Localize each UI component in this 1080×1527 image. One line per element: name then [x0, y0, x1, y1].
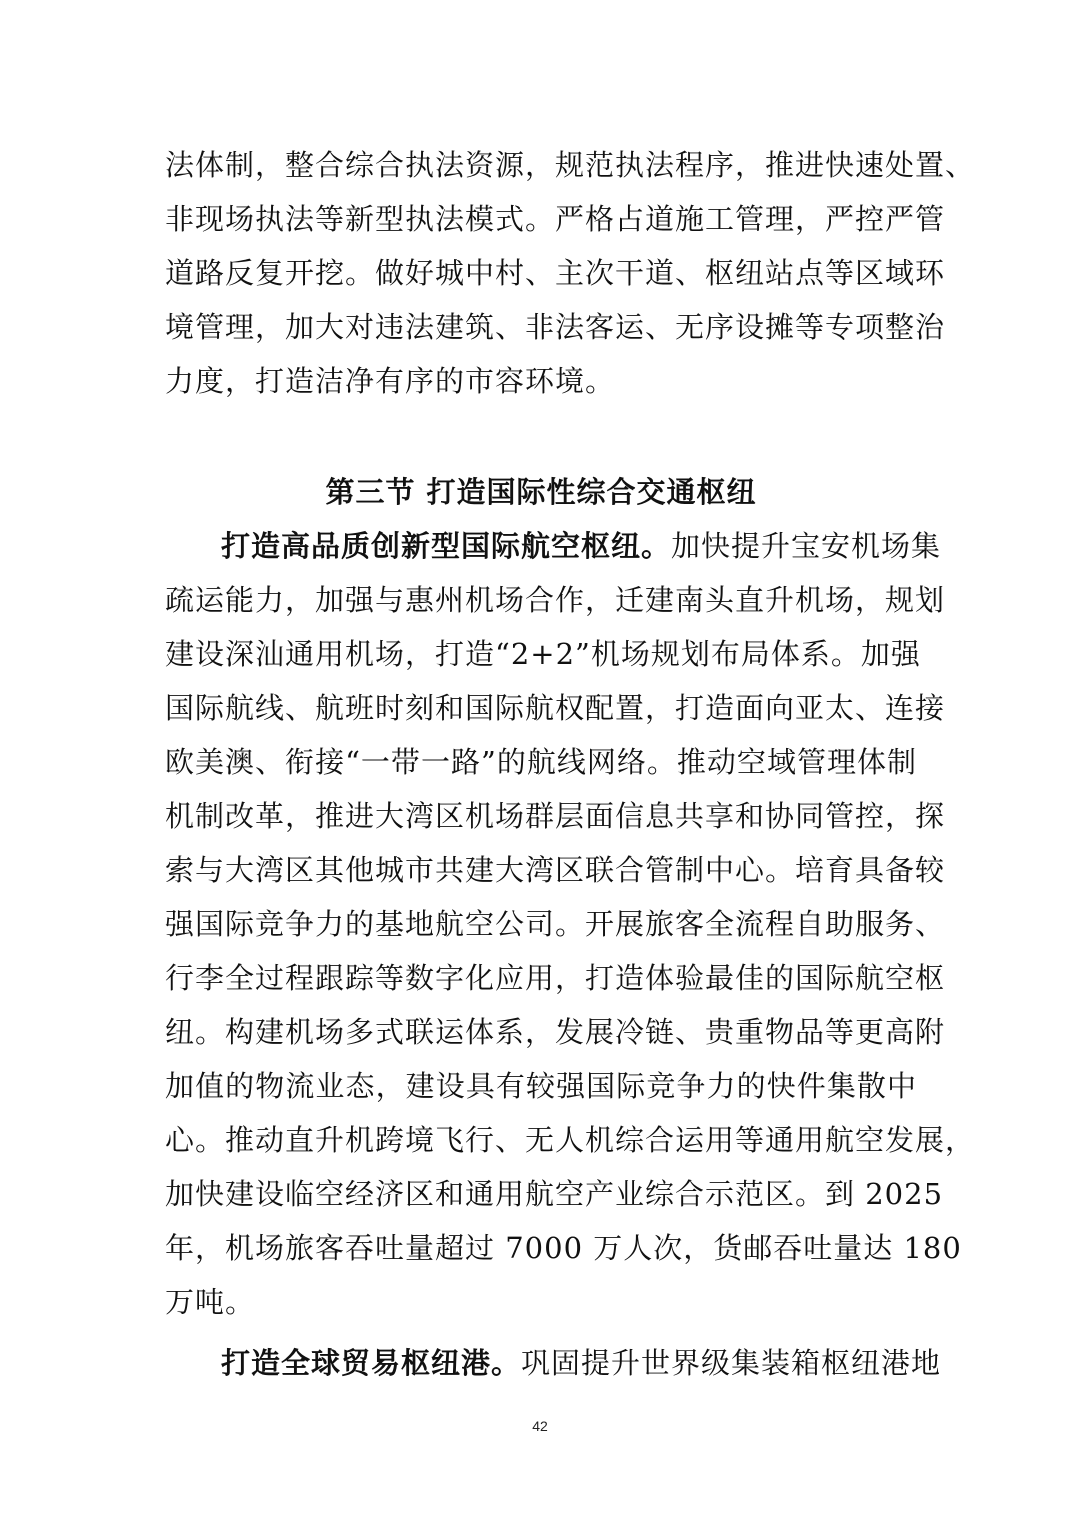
paragraph-first-line	[221, 519, 942, 573]
paragraph-lead: 打造高品质创新型国际航空枢纽。	[221, 529, 672, 563]
paragraph-line: 法体制，整合综合执法资源，规范执法程序，推进快速处置、	[165, 148, 976, 182]
paragraph-line: 境管理，加大对违法建筑、非法客运、无序设摊等专项整治	[165, 310, 946, 344]
paragraph-line: 行李全过程跟踪等数字化应用，打造体验最佳的国际航空枢	[165, 961, 946, 995]
paragraph-line: 万吨。	[165, 1285, 256, 1319]
paragraph-line: 国际航线、航班时刻和国际航权配置，打造面向亚太、连接	[165, 691, 946, 725]
paragraph-line: 强国际竞争力的基地航空公司。开展旅客全流程自助服务、	[165, 907, 946, 941]
paragraph-text: 加快提升宝安机场集	[671, 529, 942, 563]
paragraph-line: 加值的物流业态，建设具有较强国际竞争力的快件集散中	[165, 1069, 917, 1103]
paragraph-line: 疏运能力，加强与惠州机场合作，迁建南头直升机场，规划	[165, 583, 946, 617]
paragraph-line: 非现场执法等新型执法模式。严格占道施工管理，严控严管	[165, 202, 946, 236]
section-heading: 第三节 打造国际性综合交通枢纽	[325, 475, 757, 509]
paragraph-line: 力度，打造洁净有序的市容环境。	[165, 364, 616, 398]
paragraph-lead: 打造全球贸易枢纽港。	[221, 1346, 522, 1380]
paragraph-line: 建设深汕通用机场，打造“2+2”机场规划布局体系。加强	[165, 637, 921, 671]
paragraph-line: 道路反复开挖。做好城中村、主次干道、枢纽站点等区域环	[165, 256, 946, 290]
page-number: 42	[532, 1418, 548, 1434]
paragraph-line: 纽。构建机场多式联运体系，发展冷链、贵重物品等更高附	[165, 1015, 946, 1049]
paragraph-line: 欧美澳、衔接“一带一路”的航线网络。推动空域管理体制	[165, 745, 917, 779]
paragraph-line: 加快建设临空经济区和通用航空产业综合示范区。到 2025	[165, 1177, 944, 1211]
paragraph-line: 心。推动直升机跨境飞行、无人机综合运用等通用航空发展，	[165, 1123, 976, 1157]
paragraph-text: 巩固提升世界级集装箱枢纽港地	[521, 1346, 942, 1380]
paragraph-line: 年，机场旅客吞吐量超过 7000 万人次，货邮吞吐量达 180	[165, 1231, 962, 1265]
paragraph-first-line	[221, 1336, 942, 1390]
paragraph-line: 机制改革，推进大湾区机场群层面信息共享和协同管控，探	[165, 799, 946, 833]
paragraph-line: 索与大湾区其他城市共建大湾区联合管制中心。培育具备较	[165, 853, 946, 887]
